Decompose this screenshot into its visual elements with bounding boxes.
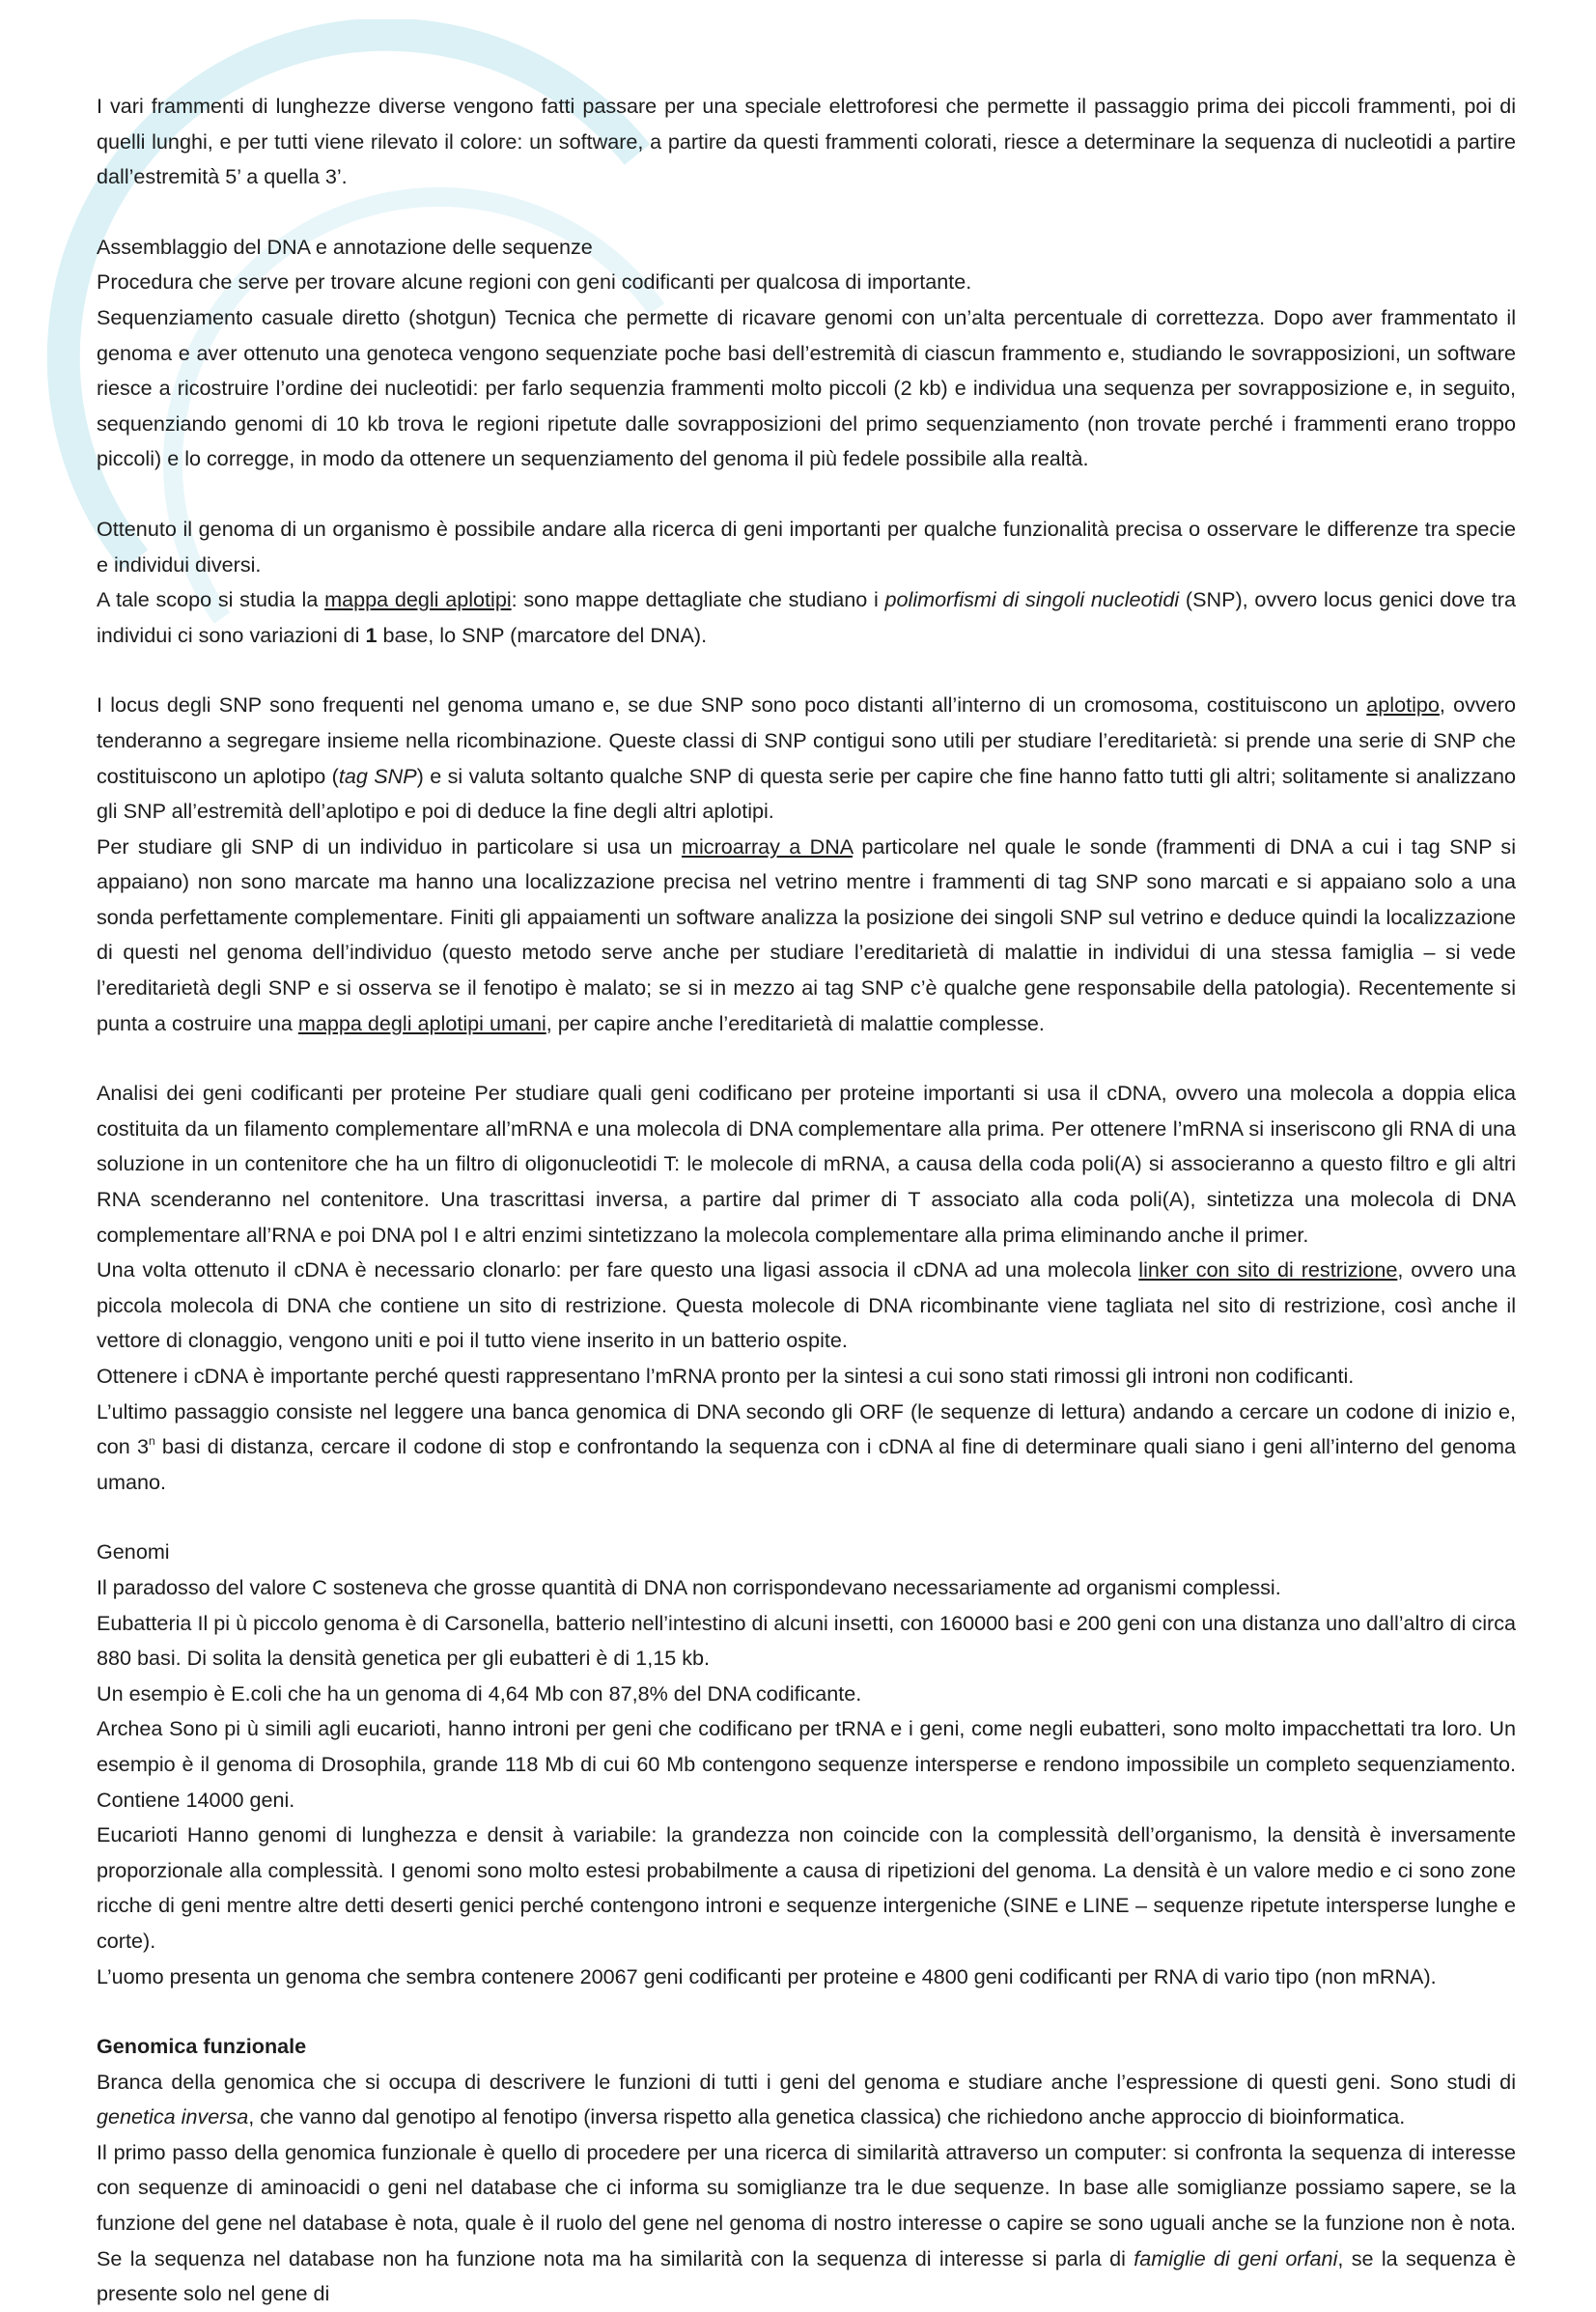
paragraph-valore-c: Il paradosso del valore C sosteneva che grosse quantità di DNA non corrispondevano necessariamente ad organismi complessi. [97, 1574, 1281, 1599]
paragraph-procedura: Procedura che serve per trovare alcune regioni con geni codificanti per qualcosa di importante. [97, 269, 972, 295]
underlined-mappa-aplotipi-umani: mappa degli aplotipi umani [297, 1010, 546, 1035]
paragraph-shotgun: Sequenziamento casuale diretto (shotgun) Tecnica che permette di ricavare genomi con un’alta percentuale di correttezza. Dopo aver frammentato il genoma e aver ottenuto una genoteca vengono sequenziate poche basi dell’estremità di ciascun frammento e, studiando le sovrapposizioni, un software riesce a ricostruire l’ordine dei nucleotidi: per farlo sequenzia frammenti molto piccoli (2 kb) e individua una sequenza per sovrapposizione e, in seguito, sequenziando genomi di 10 kb trova le regioni ripetute dalle sovrapposizioni del primo sequenziamento (non trovate perché i frammenti erano troppo piccoli) e lo corregge, in modo da ottenere un sequenziamento del genoma il più fedele possibile alla realtà. [97, 304, 1516, 471]
heading-assemblaggio: Assemblaggio del DNA e annotazione delle sequenze [97, 234, 593, 259]
document-page [97, 89, 1516, 2312]
italic-geni-orfani: famiglie di geni orfani [1134, 2245, 1338, 2270]
paragraph-snp-locus: I locus degli SNP sono frequenti nel genoma umano e, se due SNP sono poco distanti all’interno di un cromosoma, costituiscono un aplotipo, ovvero tenderanno a segregare insieme nella ricombinazione. Queste classi di SNP contigui sono utili per studiare l’ereditarietà: si prende una serie di SNP che costituiscono un aplotipo (tag SNP) e si valuta soltanto qualche SNP di questa serie per capire che fine hanno fatto tutti gli altri; solitamente si analizzano gli SNP all’estremità dell’aplotipo e poi di deduce la fine degli altri aplotipi. [97, 692, 1516, 824]
paragraph-archea: Archea Sono pi ù simili agli eucarioti, hanno introni per geni che codificano per tRNA e i geni, come negli eubatteri, sono molto impacchettati tra loro. Un esempio è il genoma di Drosophila, grande 118 Mb di cui 60 Mb contengono sequenze intersperse e rendono impossibile un completo sequenziamento. Contiene 14000 geni. [97, 1716, 1516, 1812]
italic-polimorfismi: polimorfismi di singoli nucleotidi [884, 587, 1180, 612]
italic-tag-snp: tag SNP [338, 763, 417, 788]
paragraph-branca: Branca della genomica che si occupa di descrivere le funzioni di tutti i geni del genoma e studiare anche l’espressione di questi geni. Sono studi di genetica inversa, che vanno dal genotipo al fenotipo (inversa rispetto alla genetica classica) che richiedono anche approccio di bioinformatica. [97, 2069, 1516, 2129]
paragraph-elettroforesi: I vari frammenti di lunghezze diverse vengono fatti passare per una speciale elettroforesi che permette il passaggio prima dei piccoli frammenti, poi di quelli lunghi, e per tutti viene rilevato il colore: un software, a partire da questi frammenti colorati, riesce a determinare la sequenza di nucleotidi a partire dall’estremità 5’ a quella 3’. [97, 94, 1516, 189]
superscript-n: n [149, 1434, 155, 1449]
paragraph-uomo: L’uomo presenta un genoma che sembra contenere 20067 geni codificanti per proteine e 4800 geni codificanti per RNA di vario tipo (non mRNA). [97, 1963, 1437, 1988]
paragraph-clonaggio: Una volta ottenuto il cDNA è necessario clonarlo: per fare questo una ligasi associa il cDNA ad una molecola linker con sito di restrizione, ovvero una piccola molecola di DNA che contiene un sito di restrizione. Questa molecole di DNA ricombinante viene tagliata nel sito di restrizione, così anche il vettore di clonaggio, vengono uniti e poi il tutto viene inserito in un batterio ospite. [97, 1257, 1516, 1353]
heading-genomica-funzionale: Genomica funzionale [97, 2034, 307, 2059]
paragraph-eubatteria: Eubatteria Il pi ù piccolo genoma è di Carsonella, batterio nell’intestino di alcuni insetti, con 160000 basi e 200 geni con una distanza uno dall’altro di circa 880 basi. Di solita la densità genetica per gli eubatteri è di 1,15 kb. [97, 1610, 1516, 1671]
italic-genetica-inversa: genetica inversa [97, 2104, 249, 2129]
paragraph-genoma: Ottenuto il genoma di un organismo è possibile andare alla ricerca di geni importanti per qualche funzionalità precisa o osservare le differenze tra specie e individui diversi. [97, 516, 1516, 577]
heading-genomi: Genomi [97, 1539, 170, 1565]
paragraph-similarita: Il primo passo della genomica funzionale è quello di procedere per una ricerca di similarità attraverso un computer: si confronta la sequenza di interesse con sequenze di aminoacidi o geni nel database che ci informa su somiglianze tra le due sequenze. In base alle somiglianze possiamo sapere, se la funzione del gene nel database è nota, quale è il ruolo del gene nel genoma di nostro interesse o capire se sono uguali anche se la funzione non è nota. Se la sequenza nel database non ha funzione nota ma ha similarità con la sequenza di interesse si parla di famiglie di geni orfani, se la sequenza è presente solo nel gene di [97, 2139, 1516, 2306]
underlined-aplotipo: aplotipo [1366, 692, 1440, 718]
paragraph-cdna-importanza: Ottenere i cDNA è importante perché questi rappresentano l’mRNA pronto per la sintesi a cui sono stati rimossi gli introni non codificanti. [97, 1364, 1355, 1388]
paragraph-orf: L’ultimo passaggio consiste nel leggere una banca genomica di DNA secondo gli ORF (le sequenze di lettura) andando a cercare un codone di inizio e, con 3$^n$ basi di distanza, cercare il codone di stop e confrontando la sequenza con i cDNA al fine di determinare quali siano i geni all’interno del genoma umano. [97, 1398, 1516, 1494]
paragraph-eucarioti: Eucarioti Hanno genomi di lunghezza e densit à variabile: la grandezza non coincide con la complessità dell’organismo, la densità è inversamente proporzionale alla complessità. I genomi sono molto estesi probabilmente a causa di ripetizioni del genoma. La densità è un valore medio e ci sono zone ricche di geni mentre altre detti deserti genici perché contengono introni e sequenze intergeniche (SINE e LINE – sequenze ripetute intersperse lunghe e corte). [97, 1822, 1516, 1953]
paragraph-aplotipi: A tale scopo si studia la mappa degli aplotipi: sono mappe dettagliate che studiano i polimorfismi di singoli nucleotidi (SNP), ovvero locus genici dove tra individui ci sono variazioni di 1 base, lo SNP (marcatore del DNA). [97, 587, 1517, 647]
paragraph-ecoli: Un esempio è E.coli che ha un genoma di 4,64 Mb con 87,8% del DNA codificante. [97, 1680, 862, 1706]
bold-one: 1 [365, 622, 378, 647]
underlined-linker: linker con sito di restrizione [1138, 1257, 1398, 1283]
underlined-mappa-aplotipi: mappa degli aplotipi [324, 587, 512, 612]
underlined-microarray: microarray a DNA [681, 833, 854, 859]
paragraph-microarray: Per studiare gli SNP di un individuo in particolare si usa un microarray a DNA particolare nel quale le sonde (frammenti di DNA a cui i tag SNP si appaiano) non sono marcate ma hanno una localizzazione precisa nel vetrino mentre i frammenti di tag SNP sono marcati e si appaiano solo a una sonda perfettamente complementare. Finiti gli appaiamenti un software analizza la posizione dei singoli SNP sul vetrino e deduce quindi la localizzazione di questi nel genoma dell’individuo (questo metodo serve anche per studiare l’ereditarietà di malattie in individui di una stessa famiglia – si vede l’ereditarietà degli SNP e si osserva se il fenotipo è malato; se si in mezzo ai tag SNP c’è qualche gene responsabile della patologia). Recentemente si punta a costruire una mappa degli aplotipi umani, per capire anche l’ereditarietà di malattie complesse. [97, 833, 1517, 1035]
paragraph-analisi-cdna: Analisi dei geni codificanti per proteine Per studiare quali geni codificano per proteine importanti si usa il cDNA, ovvero una molecola a doppia elica costituita da un filamento complementare all’mRNA e una molecola di DNA complementare alla prima. Per ottenere l’mRNA si inseriscono gli RNA di una soluzione in un contenitore che ha un filtro di oligonucleotidi T: le molecole di mRNA, a causa della coda poli(A) si associeranno a questo filtro e gli altri RNA scenderanno nel contenitore. Una trascrittasi inversa, a partire dal primer di T associato alla coda poli(A), sintetizza una molecola di DNA complementare all’RNA e poi DNA pol I e altri enzimi sintetizzano la molecola complementare alla prima eliminando anche il primer. [97, 1081, 1516, 1247]
